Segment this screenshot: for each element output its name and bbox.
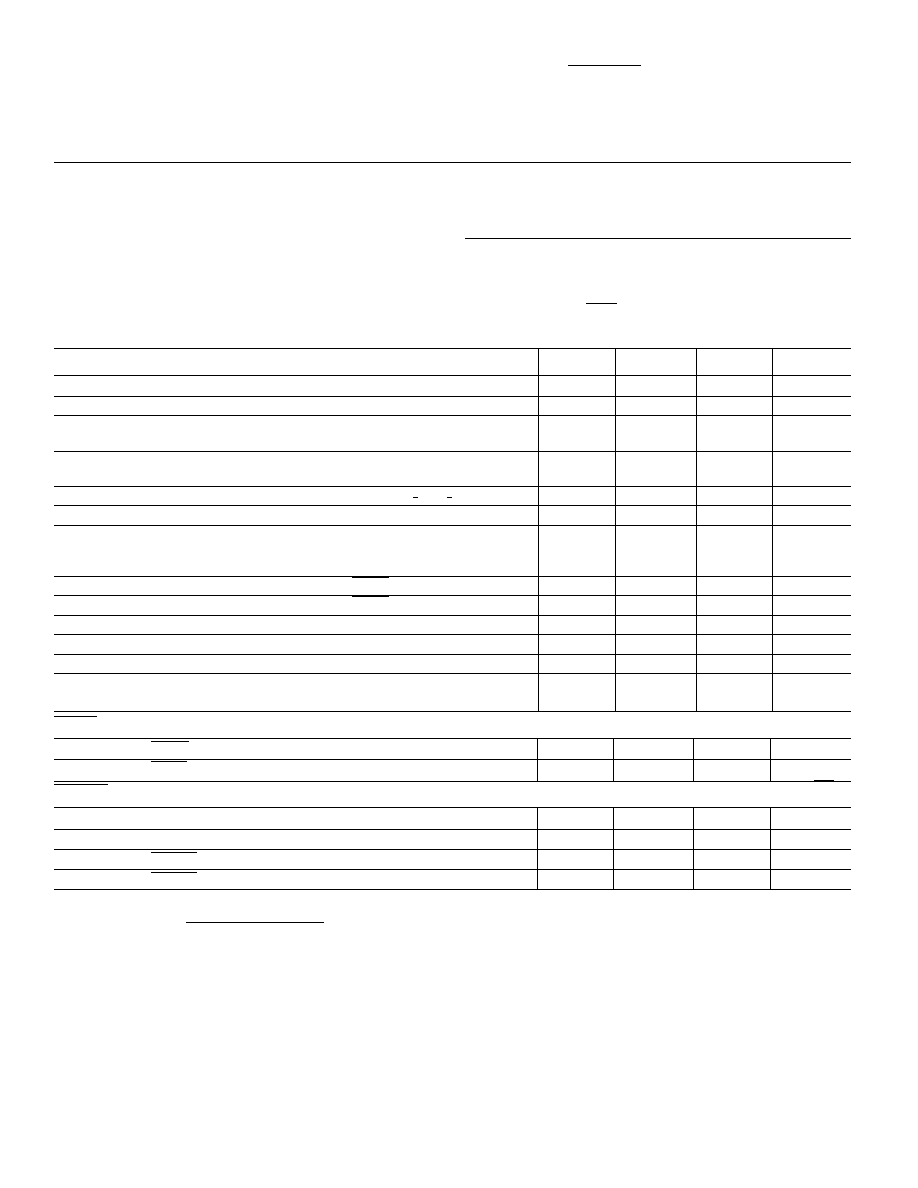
overbar-mark: [151, 741, 189, 742]
overbar-mark: [151, 761, 187, 762]
overbar-mark: [814, 780, 834, 781]
overbar-mark: [413, 497, 418, 498]
overbar-mark: [54, 716, 97, 717]
overbar-mark: [151, 872, 197, 873]
overbar-mark: [352, 577, 389, 578]
overbar-mark: [447, 497, 452, 498]
overbar-mark: [352, 596, 389, 597]
footer-overbar: [186, 922, 324, 923]
overbar-mark: [151, 852, 197, 853]
overbar-mark: [54, 784, 108, 785]
